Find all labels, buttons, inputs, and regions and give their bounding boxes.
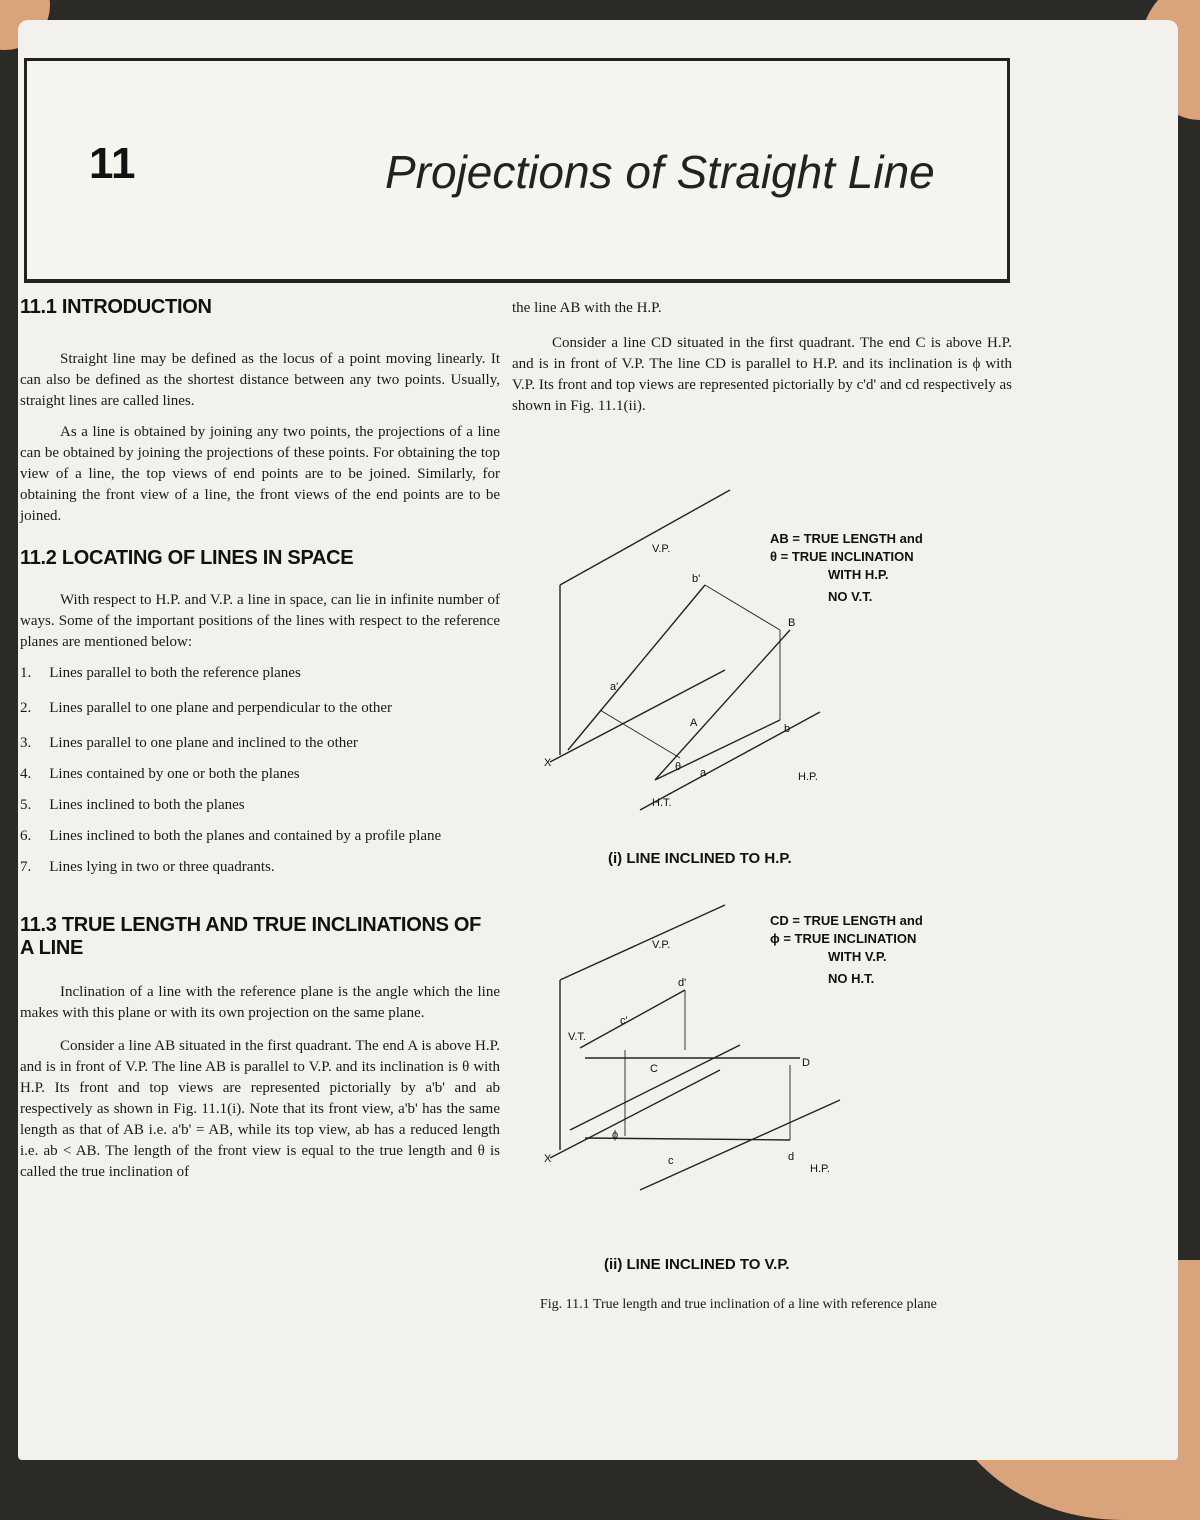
label-hp: H.P. (810, 1163, 830, 1175)
legend-line: AB = TRUE LENGTH and (770, 531, 923, 546)
list-item (20, 857, 500, 878)
section-heading-true-length: 11.3 TRUE LENGTH AND TRUE INCLINATIONS OF A LINE (20, 914, 482, 959)
figure-2-legend (770, 912, 923, 988)
list-text: Lines parallel to both the reference planes (49, 665, 301, 681)
list-number: 6. (20, 828, 32, 844)
top-view-ab (655, 720, 780, 780)
figure-main-caption: Fig. 11.1 True length and true inclination of a line with reference plane (540, 1297, 937, 1312)
label-x: X (544, 757, 552, 769)
projector-a (600, 710, 680, 758)
label-b: B (788, 617, 796, 629)
paragraph-continuation: the line AB with the H.P. (512, 300, 662, 316)
list-text: Lines parallel to one plane and inclined to the other (49, 735, 358, 751)
chapter-number: 11 (89, 139, 136, 188)
label-hp: H.P. (798, 771, 818, 783)
list-text: Lines inclined to both the planes (49, 797, 245, 813)
xy-line (550, 1070, 720, 1158)
legend-line: CD = TRUE LENGTH and (770, 913, 923, 928)
paragraph: Consider a line AB situated in the first quadrant. The end A is above H.P. and is in front of V.P. The line AB is parallel to V.P. and its inclination is θ with H.P. Its front and top views are represented pictorially by a'b' and ab respectively as shown in Fig. 11.1(i). Note that its front view, a'b' has the same length as that of AB i.e. a'b' = AB, while its top view, ab has a reduced length i.e. ab < AB. The length of the front view is equal to the true length and θ is called the true inclination of (20, 1038, 500, 1180)
paragraph: As a line is obtained by joining any two points, the projections of a line can be obtained by joining the projections of these points. For obtaining the top view of a line, the top views of end points are to be joined. Similarly, for obtaining the front view of a line, the front views of the end points are to be joined. (20, 424, 500, 524)
line-ab (655, 630, 790, 780)
label-b-prime: b' (692, 573, 701, 585)
label-ht: H.T. (652, 797, 672, 809)
label-x: X (544, 1153, 552, 1165)
list-text: Lines inclined to both the planes and contained by a profile plane (49, 828, 442, 844)
section-heading-locating-lines: 11.2 LOCATING OF LINES IN SPACE (20, 547, 354, 569)
label-d-prime: d' (678, 977, 687, 989)
figure-2-caption: (ii) LINE INCLINED TO V.P. (604, 1256, 790, 1273)
legend-line: WITH V.P. (828, 949, 887, 964)
list-text: Lines parallel to one plane and perpendicular to the other (49, 700, 393, 716)
positions-list (20, 663, 500, 878)
legend-line: WITH H.P. (828, 567, 889, 582)
label-a: A (690, 717, 698, 729)
front-view-cd (580, 990, 685, 1048)
chapter-title: Projections of Straight Line (385, 146, 935, 198)
label-c: C (650, 1063, 658, 1075)
list-text: Lines contained by one or both the planes (49, 766, 300, 782)
hp-plane-front-edge (640, 712, 820, 810)
label-a-top: a (700, 767, 707, 779)
paragraph: With respect to H.P. and V.P. a line in space, can lie in infinite number of ways. Some of the important positions of the lines with respect to the reference planes are mentioned below: (20, 592, 500, 650)
figure-1-caption: (i) LINE INCLINED TO H.P. (608, 850, 792, 867)
legend-line: NO H.T. (828, 971, 875, 986)
list-number: 1. (20, 665, 32, 681)
label-theta: θ (675, 761, 682, 773)
hp-plane-front-edge (640, 1100, 840, 1190)
list-item (20, 698, 500, 719)
list-number: 4. (20, 766, 32, 782)
xy-line (550, 670, 725, 762)
legend-line: ϕ = TRUE INCLINATION (770, 931, 917, 946)
list-item (20, 663, 500, 684)
figure-1-legend (770, 530, 923, 606)
front-view-ab (568, 585, 705, 750)
label-a-prime: a' (610, 681, 619, 693)
label-c-prime: c' (620, 1015, 628, 1027)
list-number: 7. (20, 859, 32, 875)
paragraph: Consider a line CD situated in the first quadrant. The end C is above H.P. and is in front of V.P. The line CD is parallel to H.P. and its inclination is ϕ with V.P. Its front and top views are represented pictorially by c'd' and cd respectively as shown in Fig. 11.1(ii). (512, 335, 1012, 414)
legend-line: θ = TRUE INCLINATION (770, 549, 914, 564)
paragraph: Straight line may be defined as the locus of a point moving linearly. It can also be defined as the shortest distance between any two points. Usually, straight lines are called lines. (20, 351, 500, 409)
vp-plane-top-edge (560, 490, 730, 585)
paragraph: Inclination of a line with the reference plane is the angle which the line makes with this plane or with its own projection on the same plane. (20, 984, 500, 1021)
list-item (20, 733, 500, 754)
label-c-top: c (668, 1155, 674, 1167)
right-column (512, 298, 1012, 417)
vp-plane-top-edge (560, 905, 725, 980)
list-number: 5. (20, 797, 32, 813)
list-text: Lines lying in two or three quadrants. (49, 859, 275, 875)
list-item (20, 826, 500, 847)
list-item (20, 795, 500, 816)
list-number: 3. (20, 735, 32, 751)
label-phi: ϕ (612, 1129, 619, 1141)
label-d: D (802, 1057, 810, 1069)
label-vt: V.T. (568, 1031, 586, 1043)
section-heading-introduction: 11.1 INTRODUCTION (20, 296, 212, 318)
label-d-top: d (788, 1151, 795, 1163)
left-column (20, 290, 500, 1183)
list-number: 2. (20, 700, 32, 716)
legend-line: NO V.T. (828, 589, 873, 604)
label-vp: V.P. (652, 939, 671, 951)
list-item (20, 764, 500, 785)
projector-b (705, 585, 780, 630)
label-b-top: b (784, 723, 791, 735)
label-vp: V.P. (652, 543, 671, 555)
chapter-header-box (24, 58, 1010, 283)
